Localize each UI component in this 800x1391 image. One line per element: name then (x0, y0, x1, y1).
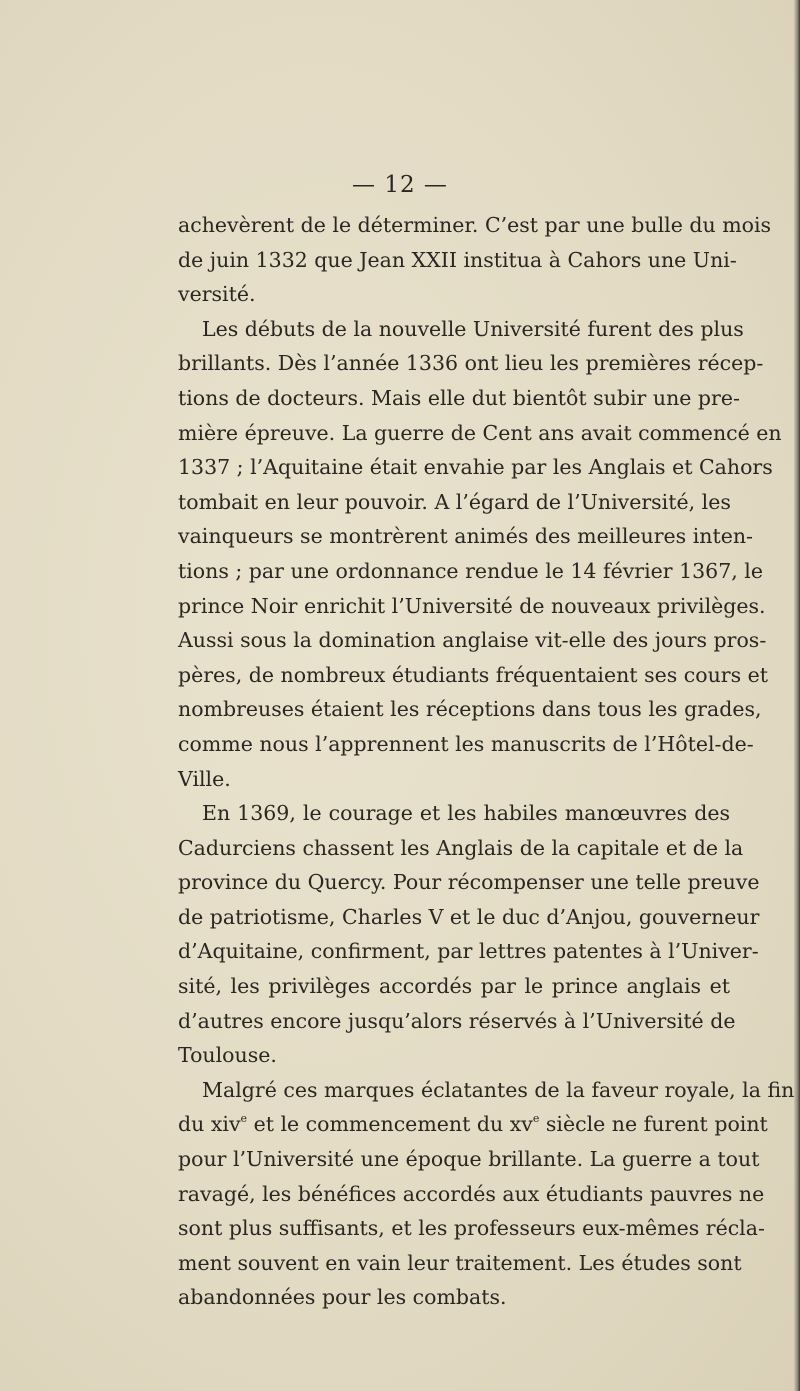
text-line: En 1369, le courage et les habiles manœuvres des (202, 801, 730, 826)
text-line: ment souvent en vain leur traitement. Les études sont (178, 1250, 742, 1275)
text-line: nombreuses étaient les réceptions dans tous les grades, (178, 697, 762, 722)
text-line: d’autres encore jusqu’alors réservés à l’Université de (178, 1008, 736, 1033)
text-line (178, 1107, 768, 1142)
text-segment: et le commencement du (247, 1112, 510, 1137)
text-line: Aussi sous la domination anglaise vit-elle des jours pros- (178, 628, 767, 653)
text-line: abandonnées pour les combats. (178, 1285, 507, 1310)
text-line: brillants. Dès l’année 1336 ont lieu les premières récep- (178, 351, 764, 376)
text-line: d’Aquitaine, confirment, par lettres patentes à l’Univer- (178, 939, 759, 964)
text-line: Cadurciens chassent les Anglais de la capitale et de la (178, 835, 744, 860)
century-roman: xiv (210, 1112, 241, 1137)
page-edge-shadow (794, 0, 800, 1391)
text-line: pour l’Université une époque brillante. La guerre a tout (178, 1147, 760, 1172)
page-number: — 12 — (352, 172, 448, 198)
body-text (178, 208, 795, 1315)
text-line: versité. (178, 282, 256, 307)
text-line: tions de docteurs. Mais elle dut bientôt subir une pre- (178, 385, 740, 410)
text-line: Ville. (178, 766, 231, 791)
superscript: e (532, 1112, 540, 1126)
text-line: mière épreuve. La guerre de Cent ans avait commencé en (178, 420, 782, 445)
text-line: de patriotisme, Charles V et le duc d’Anjou, gouverneur (178, 904, 760, 929)
text-line: ravagé, les bénéfices accordés aux étudiants pauvres ne (178, 1181, 765, 1206)
text-segment: siècle ne furent point (539, 1112, 768, 1137)
text-line: province du Quercy. Pour récompenser une telle preuve (178, 870, 760, 895)
century-roman: xv (509, 1112, 533, 1137)
text-line: tombait en leur pouvoir. A l’égard de l’Université, les (178, 489, 731, 514)
text-line: tions ; par une ordonnance rendue le 14 février 1367, le (178, 558, 763, 583)
text-line: Malgré ces marques éclatantes de la faveur royale, la fin (202, 1077, 795, 1102)
text-line: achevèrent de le déterminer. C’est par une bulle du mois (178, 213, 772, 237)
text-line: prince Noir enrichit l’Université de nouveaux privilèges. (178, 593, 766, 618)
text-line: 1337 ; l’Aquitaine était envahie par les Anglais et Cahors (178, 455, 773, 480)
text-line: de juin 1332 que Jean XXII institua à Cahors une Uni- (178, 247, 737, 272)
text-line: Toulouse. (178, 1043, 277, 1068)
superscript: e (240, 1112, 248, 1126)
text-line: vainqueurs se montrèrent animés des meilleures inten- (178, 524, 753, 549)
text-line: pères, de nombreux étudiants fréquentaient ses cours et (178, 662, 768, 687)
text-line: Les débuts de la nouvelle Université furent des plus (202, 316, 744, 341)
text-line: sité, les privilèges accordés par le prince anglais et (178, 974, 730, 999)
text-line: sont plus suffisants, et les professeurs eux-mêmes récla- (178, 1216, 765, 1241)
text-line: comme nous l’apprennent les manuscrits de l’Hôtel-de- (178, 731, 754, 756)
text-segment: du (178, 1112, 211, 1137)
